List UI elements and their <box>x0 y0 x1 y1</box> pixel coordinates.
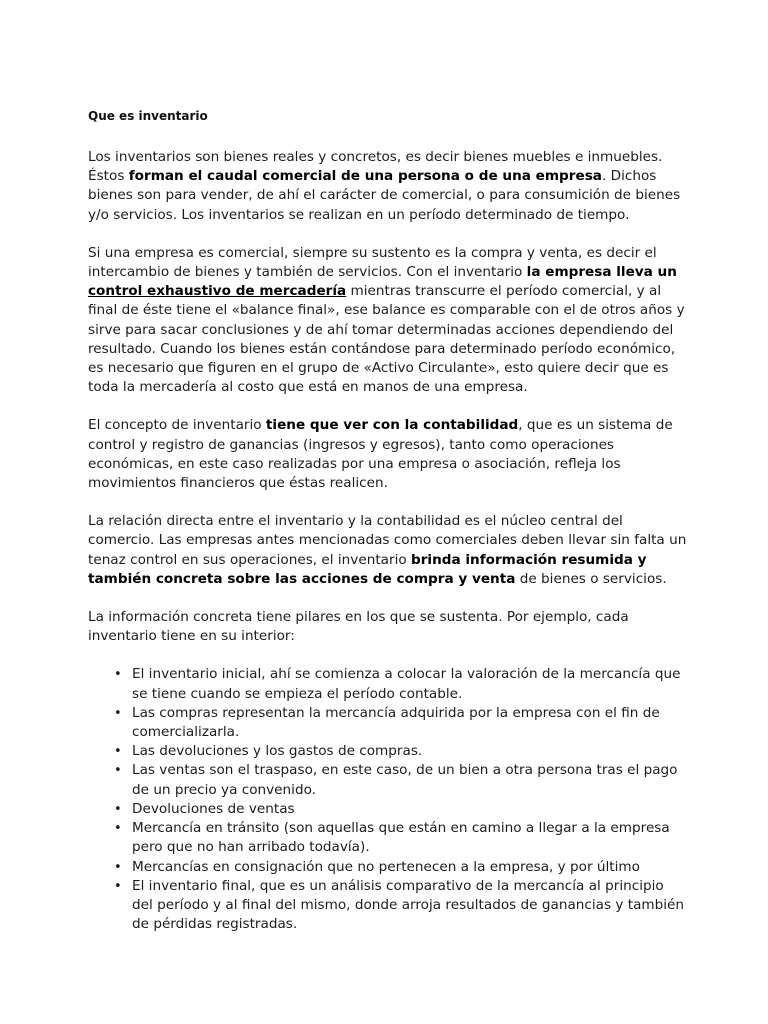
list-item: • Mercancías en consignación que no pertenecen a la empresa, y por último <box>132 858 688 877</box>
list-item: • Mercancía en tránsito (son aquellas que están en camino a llegar a la empresa pero que no han arribado todavía). <box>132 819 688 857</box>
text-run: El concepto de inventario <box>88 417 266 434</box>
text-run: Los inventarios son bienes reales y concretos, es decir bienes muebles e <box>88 149 588 165</box>
emphasis: la empresa lleva un <box>526 264 677 281</box>
list-item: • El inventario inicial, ahí se comienza a colocar la valoración de la mercancía que se tiene cuando se empieza el período contable. <box>132 665 688 703</box>
list-item: • Devoluciones de ventas <box>132 800 688 819</box>
paragraph <box>88 148 688 225</box>
list-item: • El inventario final, que es un análisis comparativo de la mercancía al principio del período y al final del mismo, donde arroja resultados de ganancias y también de pérdidas registradas. <box>132 877 688 935</box>
paragraph <box>88 244 688 398</box>
document-body <box>88 108 688 934</box>
paragraph-list <box>88 148 688 646</box>
list-item: • Las ventas son el traspaso, en este caso, de un bien a otra persona tras el pago de un precio ya convenido. <box>132 761 688 799</box>
text-run: La relación directa entre el inventario y la contabilidad es el núcleo central del comercio. Las empresas antes mencionadas como comerciales deben llevar sin falta un tenaz control en sus operaciones, el inventario <box>88 513 687 568</box>
emphasis-underlined: control exhaustivo de mercadería <box>88 283 347 300</box>
text-run: Si una empresa es comercial, siempre su sustento es la compra y venta, es decir el intercambio de bienes y también de servicios. Con el inventario <box>88 244 657 281</box>
paragraph <box>88 608 688 646</box>
list-item: • Las compras representan la mercancía adquirida por la empresa con el fin de comercializarla. <box>132 704 688 742</box>
text-run: mientras transcurre el período comercial, y al final de éste tiene el «balance final», ese balance es comparable con el de otros años y sirve para sacar conclusiones y de ahí tomar determinadas acciones dependiendo del resultado. Cuando los bienes están contándose para determinado período económico, es necesario que figuren en el grupo de «Activo Circulante», esto quiere decir que es toda la mercadería al costo que está en manos de una empresa. <box>88 283 685 396</box>
emphasis: tiene que ver con la contabilidad <box>265 417 519 434</box>
emphasis: brinda información resumida y también concreta sobre las acciones de compra y venta <box>88 551 647 587</box>
emphasis: forman el caudal comercial de una persona o de una empresa <box>128 168 602 185</box>
text-run: inmuebles. Éstos <box>88 149 663 185</box>
bullet-list <box>88 665 688 934</box>
text-run: . Dichos bienes son para vender, de ahí el carácter de comercial, o para consumición de bienes y/o servicios. Los inventarios se realizan en un período determinado de tiempo. <box>88 168 681 223</box>
text-run: , que es un sistema de control y registro de ganancias (ingresos y egresos), tanto como operaciones económicas, en este caso realizadas por una empresa o asociación, refleja los movimientos financieros que éstas realicen. <box>88 417 673 492</box>
paragraph <box>88 512 688 589</box>
document-title: Que es inventario <box>88 109 208 123</box>
text-run: La información concreta tiene pilares en los que se sustenta. Por ejemplo, cada inventario tiene en su interior: <box>88 609 629 645</box>
list-item: • Las devoluciones y los gastos de compras. <box>132 742 688 761</box>
paragraph <box>88 416 688 493</box>
text-run: de bienes o servicios. <box>515 570 667 587</box>
